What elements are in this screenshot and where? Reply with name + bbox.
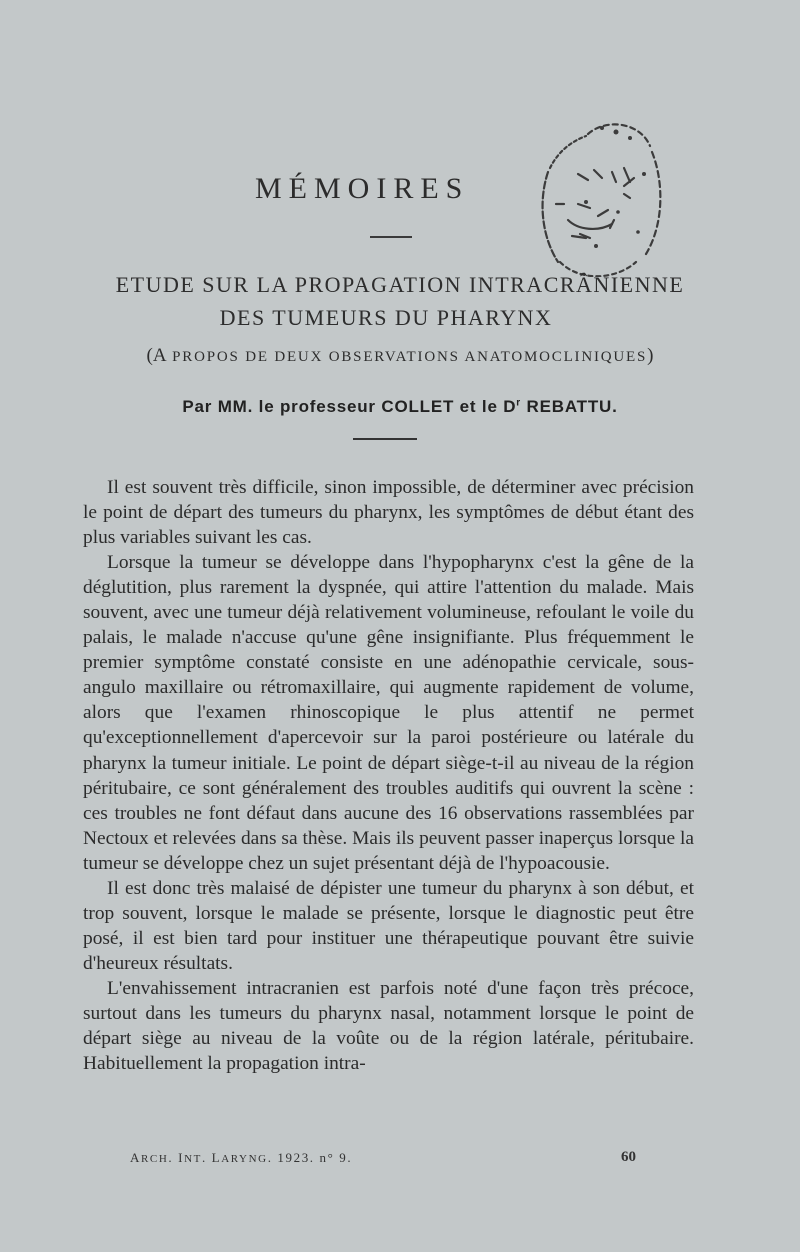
article-subtitle: (A PROPOS DE DEUX OBSERVATIONS ANATOMOCLINIQUES) <box>146 345 654 366</box>
journal-citation: ARCH. INT. LARYNG. 1923. n° 9. <box>130 1150 353 1165</box>
article-title-line-2: DES TUMEURS DU PHARYNX <box>219 305 553 330</box>
page-footer <box>0 1150 800 1170</box>
article-title-line-1: ETUDE SUR LA PROPAGATION INTRACRÂNIENNE <box>115 272 685 297</box>
authors-divider <box>353 438 417 440</box>
page-number: 60 <box>621 1149 636 1165</box>
article-body <box>83 475 694 1076</box>
paragraph: Il est souvent très difficile, sinon impossible, de déterminer avec précision le point de départ des tumeurs du pharynx, les symptômes de début étant des plus variables suivant les cas. <box>83 477 694 549</box>
paragraph: L'envahissement intracranien est parfois noté d'une façon très précoce, surtout dans les tumeurs du pharynx nasal, notamment lorsque le point de départ siège au niveau de la voûte ou de la région latérale, péritubaire. Habituellement la propagation intra- <box>83 977 694 1075</box>
article-authors: Par MM. le professeur COLLET et le $D^r$ REBATTU. <box>182 397 618 416</box>
paragraph: Il est donc très malaisé de dépister une tumeur du pharynx à son début, et trop souvent, lorsque le malade se présente, lorsque le diagnostic peut être posé, il est bien tard pour instituer une thérapeutique pouvant être suivie d'heureux résultats. <box>83 877 694 974</box>
paragraph: Lorsque la tumeur se développe dans l'hypopharynx c'est la gêne de la déglutition, plus rarement la dyspnée, qui attire l'attention du malade. Mais souvent, avec une tumeur déjà relativement volumineuse, refoulant le voile du palais, le malade n'accuse qu'une gêne insignifiante. Plus fréquemment le premier symptôme constaté consiste en une adénopathie cervicale, sous-angulo maxillaire ou rétromaxillaire, qui augmente rapidement de volume, alors que l'examen rhinoscopique le plus attentif ne permet qu'exceptionnellement d'apercevoir sur la paroi postérieure ou latérale du pharynx la tumeur initiale. Le point de départ siège-t-il au niveau de la région péritubaire, ce sont généralement des troubles auditifs qui ouvrent la scène : ces troubles ne font défaut dans aucune des 16 observations rassemblées par Nectoux et relevées dans sa thèse. Mais ils peuvent passer inaperçus lorsque la tumeur se développe chez un sujet présentant déjà de l'hypoacousie. <box>83 552 694 874</box>
library-stamp-icon <box>528 112 678 277</box>
title-divider <box>370 236 412 238</box>
section-heading: MÉMOIRES <box>255 172 470 205</box>
